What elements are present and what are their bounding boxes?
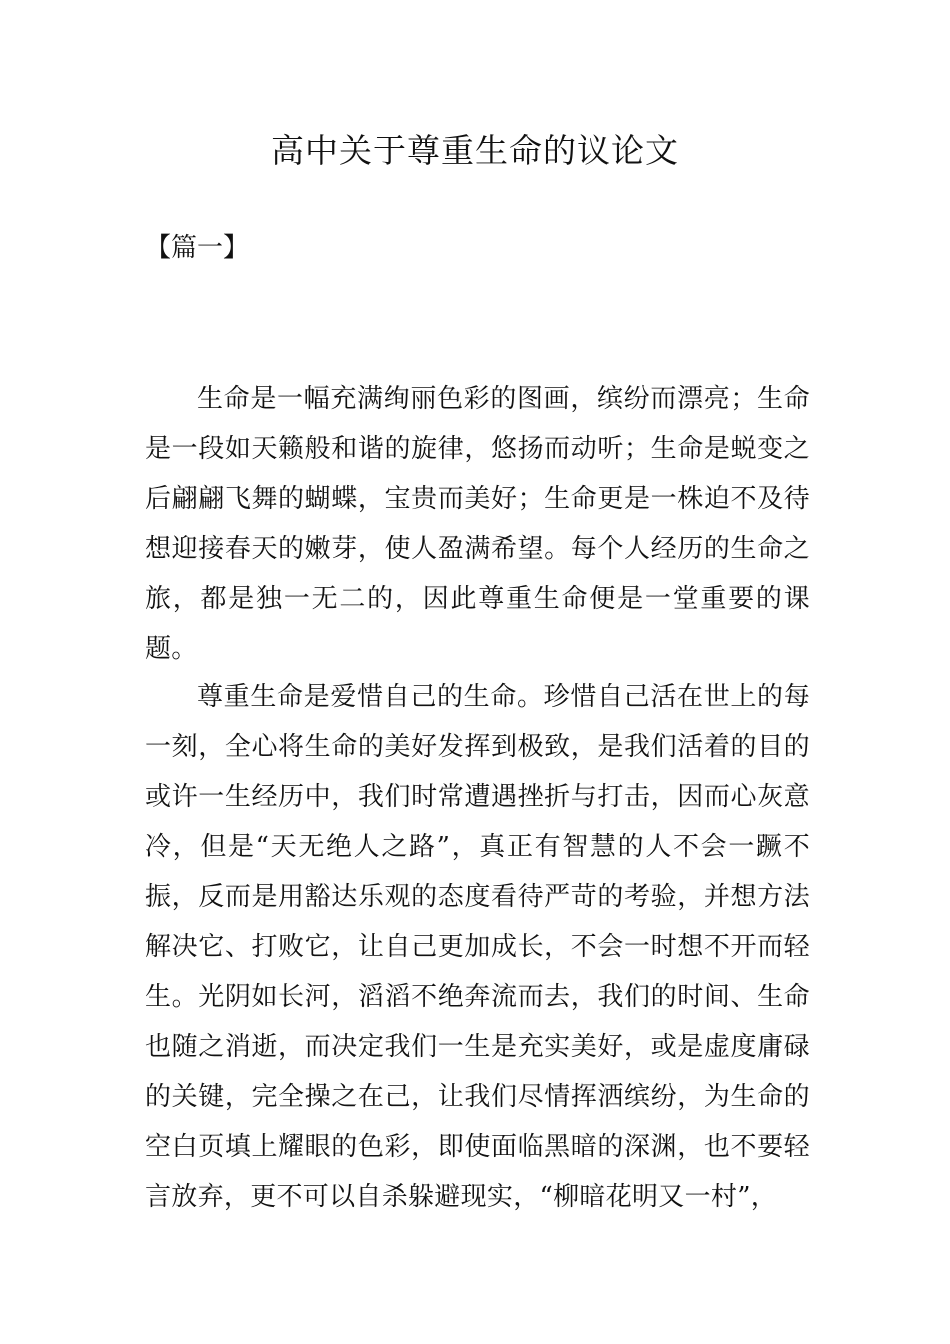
paragraph-1: 生命是一幅充满绚丽色彩的图画，缤纷而漂亮；生命是一段如天籁般和谐的旋律，悠扬而动听；生命是蜕变之后翩翩飞舞的蝴蝶，宝贵而美好；生命更是一株迫不及待想迎接春天的嫩芽，使人盈满希望。每个人经历的生命之旅，都是独一无二的，因此尊重生命便是一堂重要的课题。 <box>145 384 810 664</box>
paragraph-2: 尊重生命是爱惜自己的生命。珍惜自己活在世上的每一刻，全心将生命的美好发挥到极致，是我们活着的目的或许一生经历中，我们时常遭遇挫折与打击，因而心灰意冷，但是“天无绝人之路”，真正有智慧的人不会一蹶不振，反而是用豁达乐观的态度看待严苛的考验，并想方法解决它、打败它，让自己更加成长，不会一时想不开而轻生。光阴如长河，滔滔不绝奔流而去，我们的时间、生命也随之消逝，而决定我们一生是充实美好，或是虚度庸碌的关键，完全操之在己，让我们尽情挥洒缤纷，为生命的空白页填上耀眼的色彩，即使面临黑暗的深渊，也不要轻言放弃，更不可以自杀躲避现实，“柳暗花明又一村”， <box>145 682 810 1212</box>
document-title: 高中关于尊重生命的议论文 <box>271 131 679 170</box>
section-label: 【篇一】 <box>145 233 250 263</box>
